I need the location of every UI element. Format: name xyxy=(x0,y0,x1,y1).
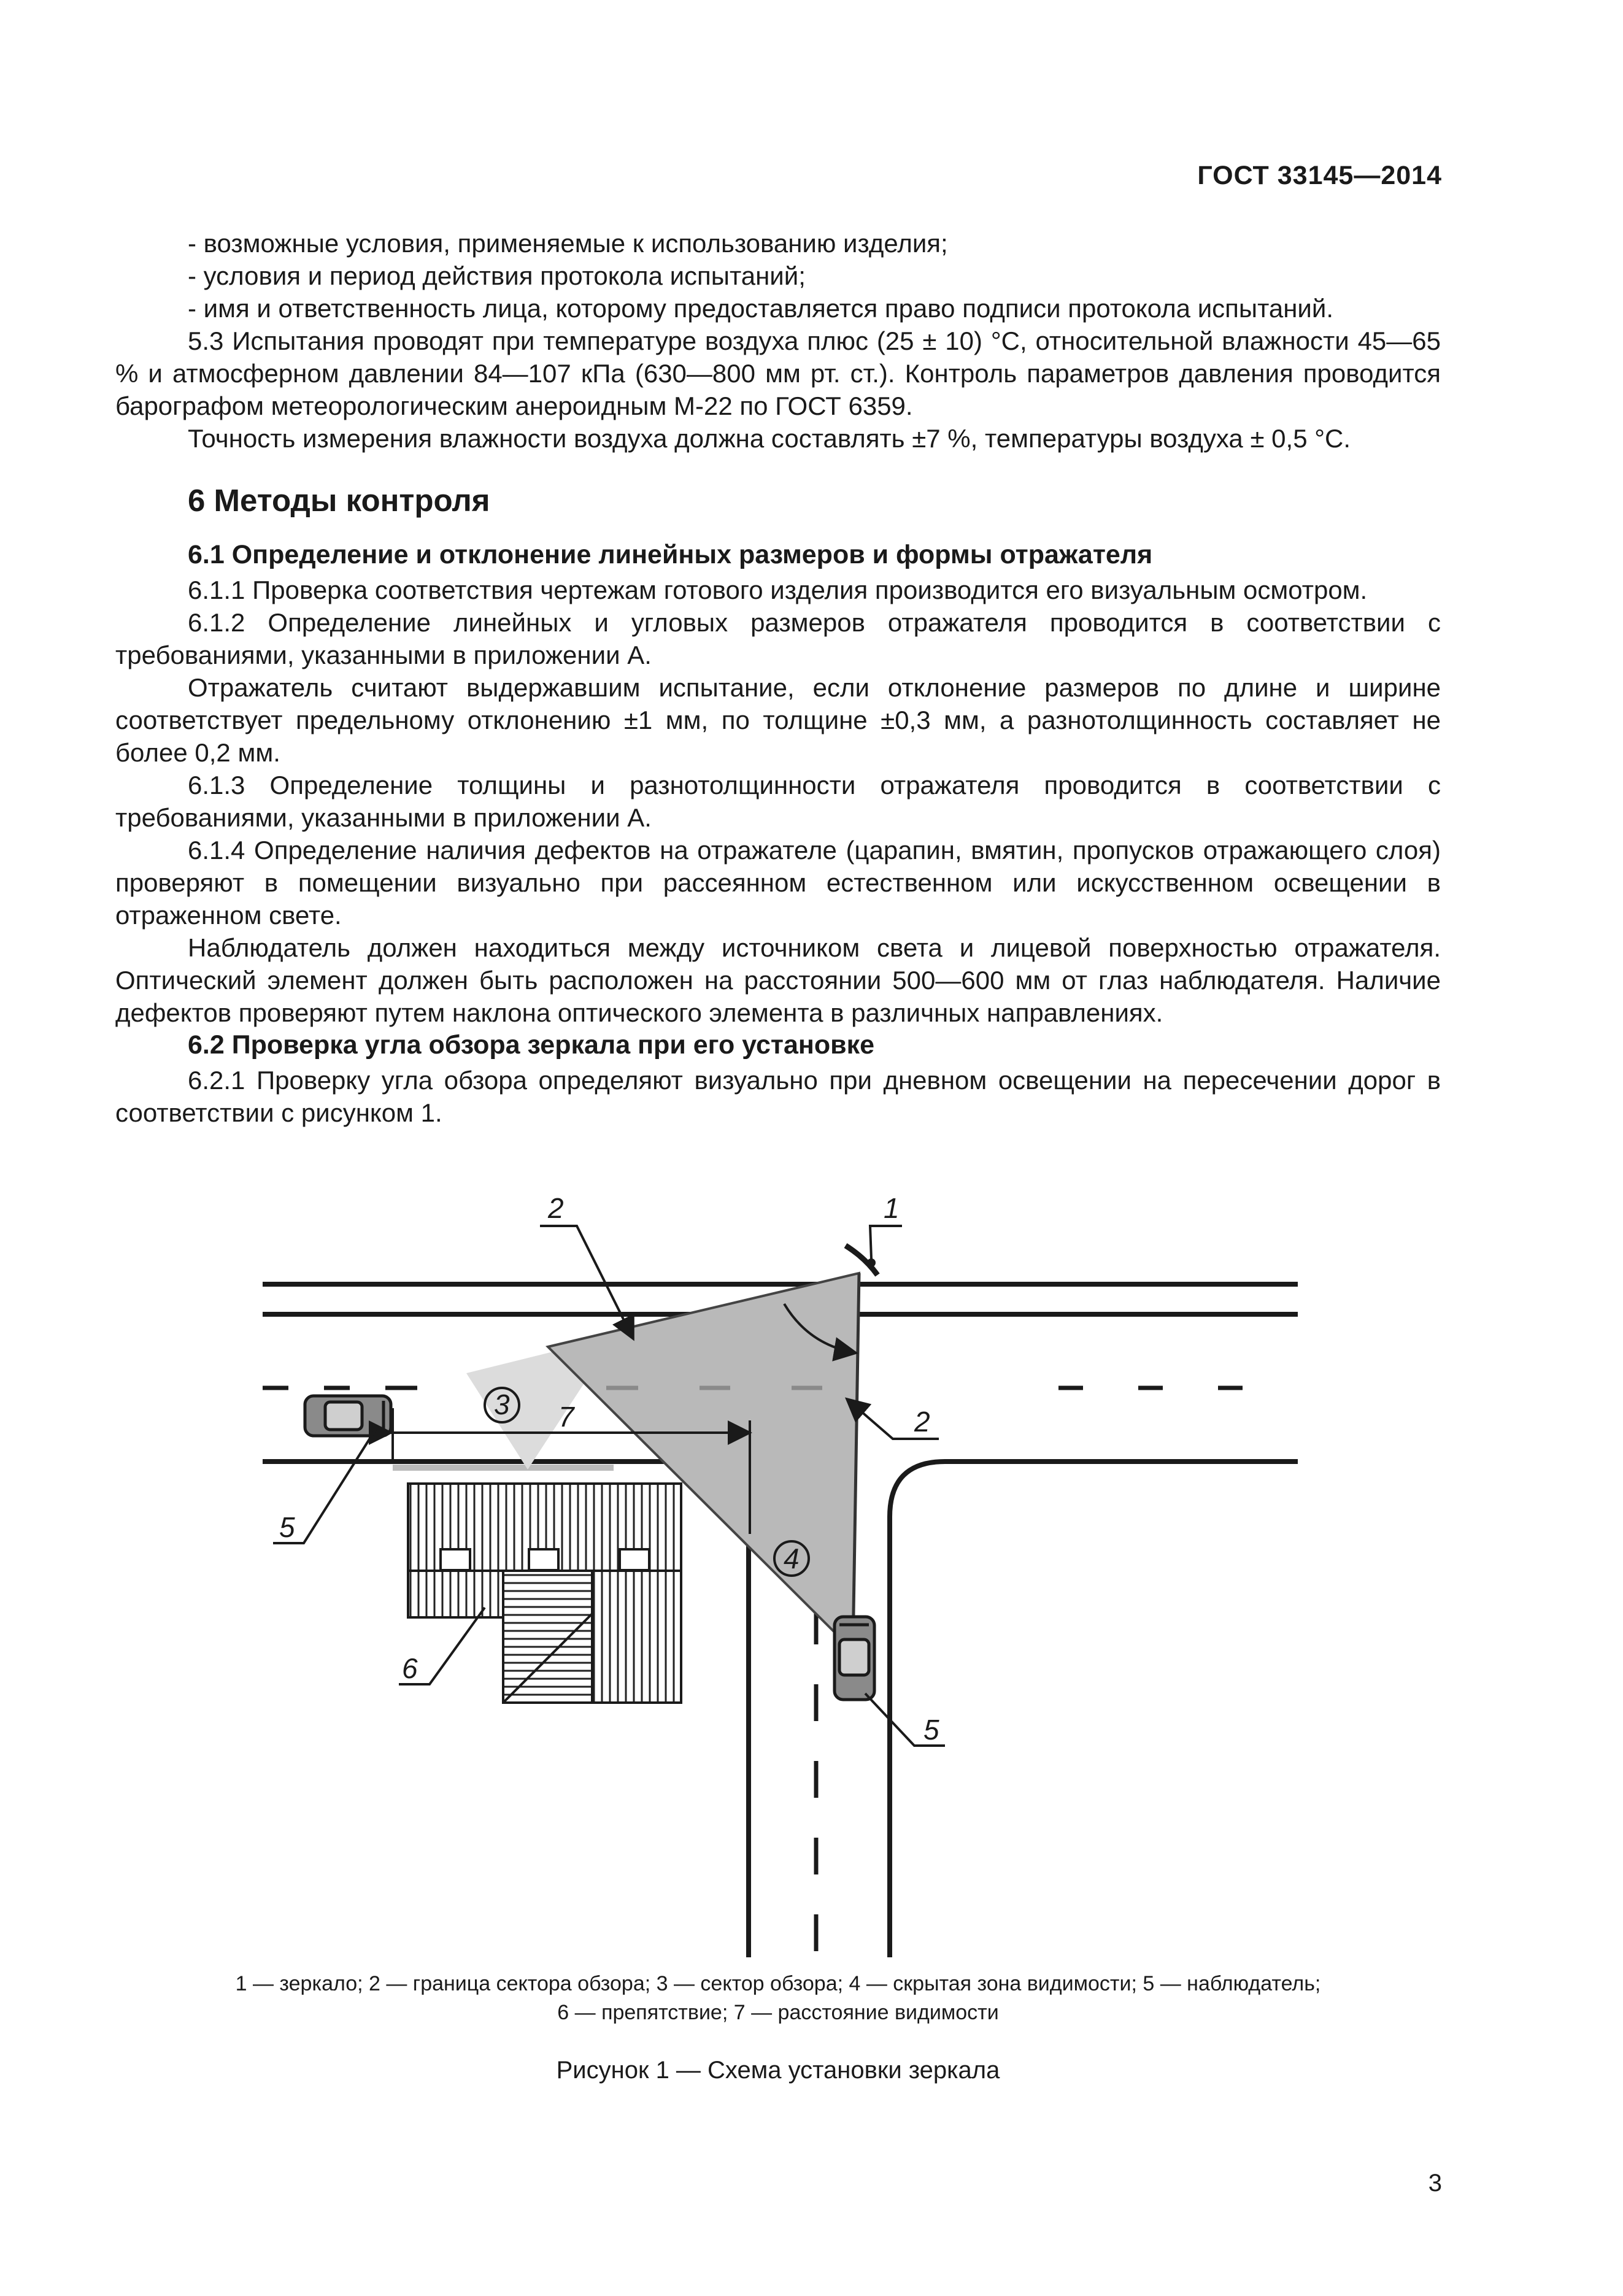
paragraph-observer: Наблюдатель должен находиться между источником света и лицевой поверхностью отражателя. Оптический элемент должен быть расположен на расстоянии 500—600 мм от глаз наблюдателя. Наличие дефектов проверяют путем наклона оптического элемента в различных направлениях. xyxy=(115,933,1441,1027)
page-body xyxy=(115,227,1441,1129)
mirror-installation-figure xyxy=(0,1166,1623,1963)
paragraph-6-1-3: 6.1.3 Определение толщины и разнотолщинности отражателя проводится в соответствии с требованиями, указанными в приложении А. xyxy=(115,771,1441,832)
label-obstacle: 6 xyxy=(402,1652,418,1684)
car-bottom xyxy=(835,1617,874,1700)
intro-item-3: - имя и ответственность лица, которому предоставляется право подписи протокола испытаний. xyxy=(188,294,1333,323)
document-header: ГОСТ 33145—2014 xyxy=(1197,161,1442,190)
paragraph-5-3: 5.3 Испытания проводят при температуре воздуха плюс (25 ± 10) °С, относительной влажности 45—65 % и атмосферном давлении 84—107 кПа (630—800 мм рт. ст.). Контроль параметров давления проводится барографом метеорологическим анероидным М-22 по ГОСТ 6359. xyxy=(115,326,1441,420)
legend-line-2: 6 — препятствие; 7 — расстояние видимости xyxy=(557,2001,999,2024)
section-6-2-title: 6.2 Проверка угла обзора зеркала при его установке xyxy=(188,1030,875,1060)
legend-line-1: 1 — зеркало; 2 — граница сектора обзора; 3 — сектор обзора; 4 — скрытая зона видимости; 5 — наблюдатель; xyxy=(235,1972,1321,1995)
paragraph-6-2-1: 6.2.1 Проверку угла обзора определяют визуально при дневном освещении на пересечении дорог в соответствии с рисунком 1. xyxy=(115,1066,1441,1127)
paragraph-6-1-4: 6.1.4 Определение наличия дефектов на отражателе (царапин, вмятин, пропусков отражающего слоя) проверяют в помещении визуально при рассеянном естественном или искусственном освещении в отраженном свете. xyxy=(115,836,1441,930)
section-6-title: 6 Методы контроля xyxy=(188,483,490,518)
label-observer-left: 5 xyxy=(279,1511,295,1543)
label-sector: 3 xyxy=(494,1389,510,1420)
label-observer-bottom: 5 xyxy=(923,1714,939,1746)
page-number: 3 xyxy=(1428,2170,1442,2197)
car-left xyxy=(305,1396,391,1436)
label-boundary-right: 2 xyxy=(914,1406,930,1438)
paragraph-reflector: Отражатель считают выдержавшим испытание, если отклонение размеров по длине и ширине соответствует предельному отклонению ±1 мм, по толщине ±0,3 мм, а разнотолщинность составляет не более 0,2 мм. xyxy=(115,673,1441,767)
figure-caption: Рисунок 1 — Схема установки зеркала xyxy=(556,2057,1000,2084)
label-boundary-top: 2 xyxy=(548,1192,564,1224)
intro-item-1: - возможные условия, применяемые к использованию изделия; xyxy=(188,229,948,258)
paragraph-6-1-1: 6.1.1 Проверка соответствия чертежам готового изделия производится его визуальным осмотром. xyxy=(188,576,1368,604)
section-6-1-title: 6.1 Определение и отклонение линейных размеров и формы отражателя xyxy=(188,540,1153,569)
label-mirror: 1 xyxy=(884,1192,900,1224)
label-hidden-zone: 4 xyxy=(784,1543,800,1574)
paragraph-6-1-2: 6.1.2 Определение линейных и угловых размеров отражателя проводится в соответствии с требованиями, указанными в приложении А. xyxy=(115,608,1441,669)
leader-1 xyxy=(870,1226,902,1259)
label-distance: 7 xyxy=(558,1401,574,1433)
intro-item-2: - условия и период действия протокола испытаний; xyxy=(188,261,806,290)
paragraph-accuracy: Точность измерения влажности воздуха должна составлять ±7 %, температуры воздуха ± 0,5 °С. xyxy=(188,424,1351,453)
figure-legend xyxy=(115,1970,1441,2027)
